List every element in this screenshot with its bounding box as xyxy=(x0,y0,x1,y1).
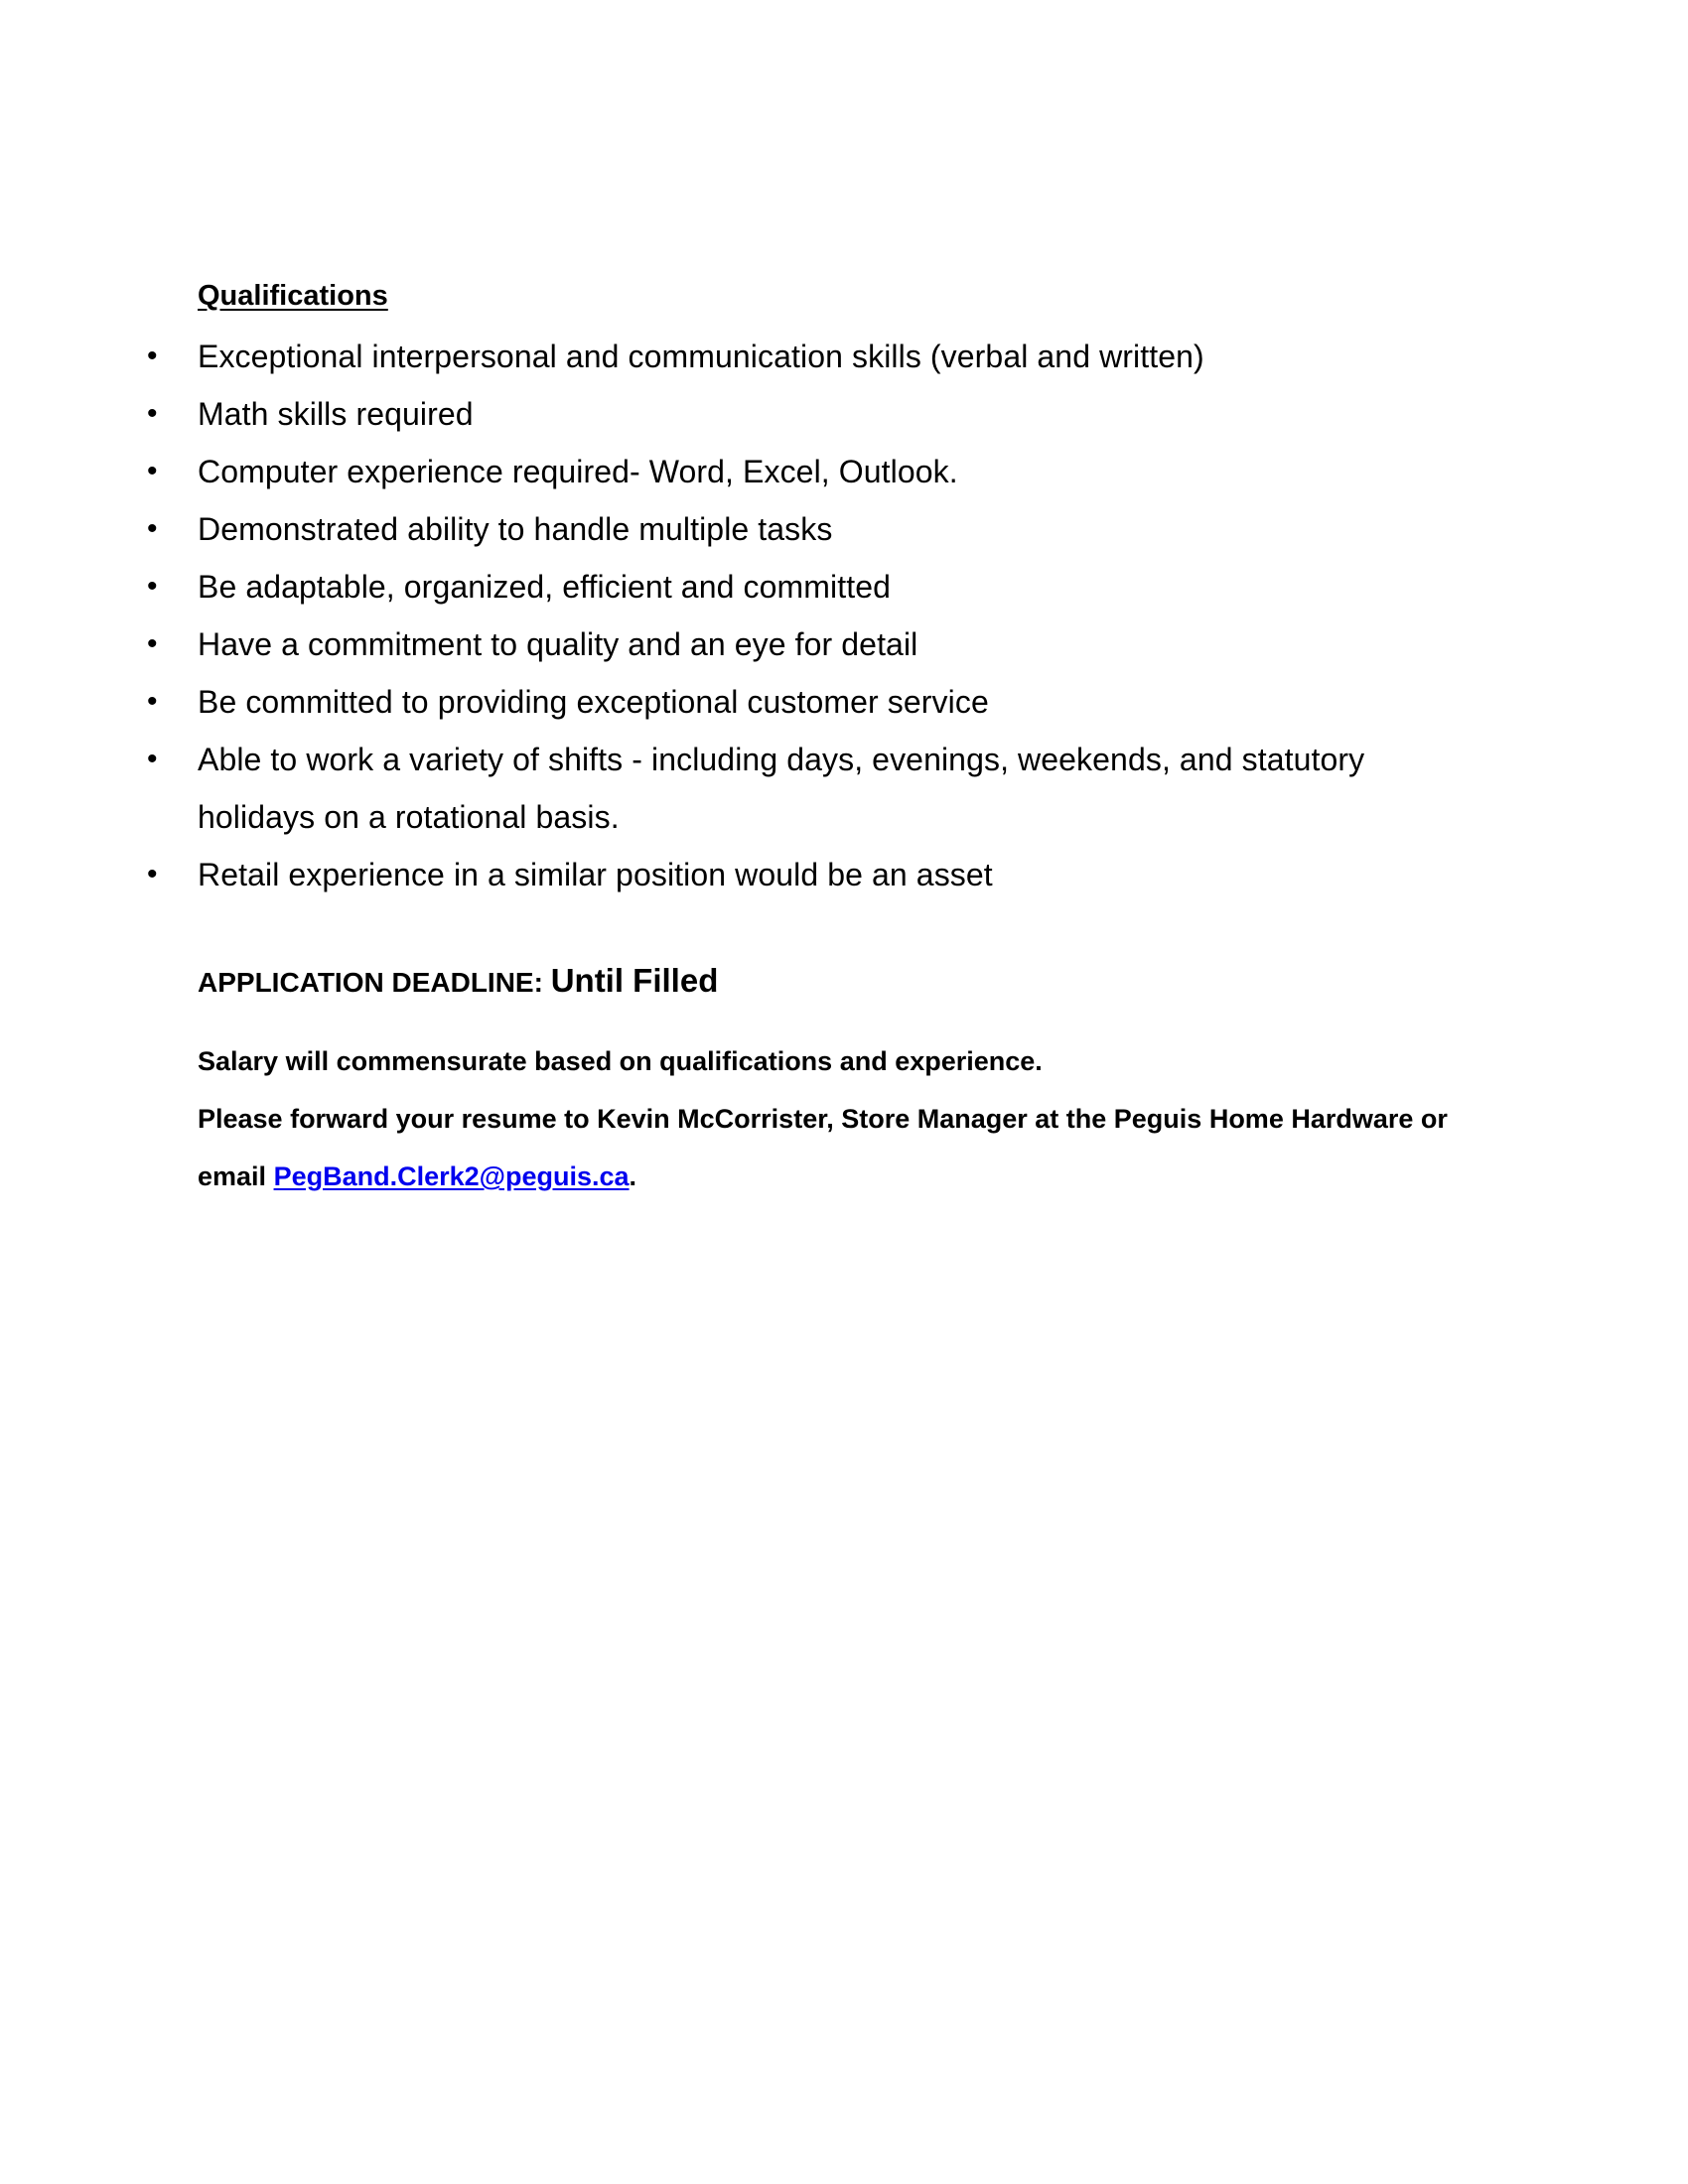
bullet-icon: • xyxy=(147,858,158,890)
list-item-text: Be committed to providing exceptional customer service xyxy=(198,684,989,720)
list-item xyxy=(0,615,1449,673)
bullet-icon: • xyxy=(147,340,158,372)
forward-resume-statement xyxy=(198,1090,1508,1205)
sentence-period: . xyxy=(629,1161,637,1191)
list-item-text: Exceptional interpersonal and communication skills (verbal and written) xyxy=(198,339,1204,374)
list-item-text: Computer experience required- Word, Excel, Outlook. xyxy=(198,454,958,489)
qualifications-heading: Qualifications xyxy=(198,280,388,312)
bullet-icon: • xyxy=(147,685,158,718)
email-link[interactable]: PegBand.Clerk2@peguis.ca xyxy=(273,1161,630,1191)
bullet-icon: • xyxy=(147,627,158,660)
salary-statement: Salary will commensurate based on qualifications and experience. xyxy=(198,1046,1043,1076)
list-item-text: Able to work a variety of shifts - including days, evenings, weekends, and statutory holidays on a rotational basis. xyxy=(198,742,1365,835)
deadline-value: Until Filled xyxy=(550,962,719,999)
bullet-icon: • xyxy=(147,743,158,775)
forward-resume-text: Please forward your resume to Kevin McCorrister, Store Manager at the Peguis Home Hardware or email xyxy=(198,1104,1448,1191)
bullet-icon: • xyxy=(147,570,158,603)
application-instructions xyxy=(198,1032,1508,1205)
list-item xyxy=(0,385,1449,443)
application-deadline xyxy=(198,961,718,1003)
bullet-icon: • xyxy=(147,397,158,430)
deadline-label: APPLICATION DEADLINE: xyxy=(198,967,543,998)
list-item-text: Demonstrated ability to handle multiple tasks xyxy=(198,511,833,547)
list-item xyxy=(0,673,1449,731)
list-item xyxy=(0,500,1449,558)
list-item-text: Have a commitment to quality and an eye for detail xyxy=(198,626,918,662)
list-item-text: Retail experience in a similar position would be an asset xyxy=(198,857,993,892)
list-item xyxy=(0,443,1449,500)
qualifications-list xyxy=(0,328,1688,903)
bullet-icon: • xyxy=(147,512,158,545)
bullet-icon: • xyxy=(147,455,158,487)
list-item xyxy=(0,846,1449,903)
list-item-text: Be adaptable, organized, efficient and committed xyxy=(198,569,891,605)
list-item xyxy=(0,558,1449,615)
list-item xyxy=(0,328,1449,385)
list-item xyxy=(0,731,1449,846)
list-item-text: Math skills required xyxy=(198,396,474,432)
